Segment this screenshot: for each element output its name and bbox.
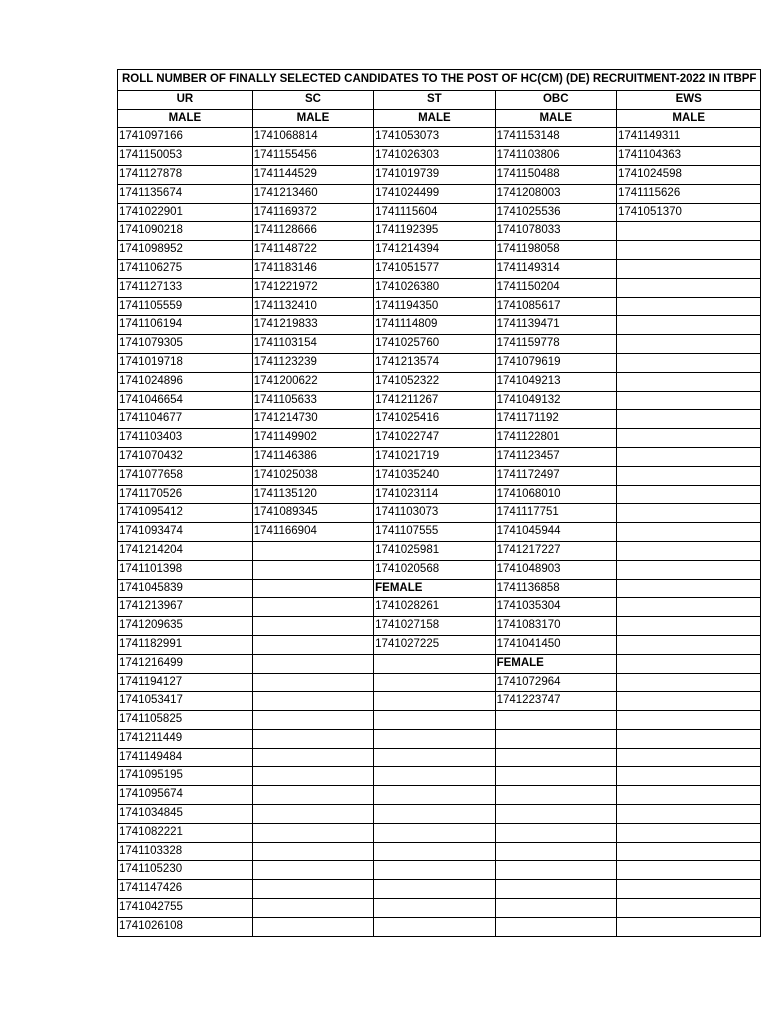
roll-number-cell: 1741103403 <box>118 429 253 448</box>
roll-number-cell: 1741098952 <box>118 241 253 260</box>
roll-number-cell: 1741198058 <box>495 241 616 260</box>
table-row <box>118 335 761 354</box>
empty-cell <box>252 579 373 598</box>
roll-number-cell: 1741053073 <box>374 128 495 147</box>
empty-cell <box>616 278 760 297</box>
empty-cell <box>616 429 760 448</box>
gender-header-obc: MALE <box>495 109 616 128</box>
empty-cell <box>616 523 760 542</box>
roll-number-cell: 1741135674 <box>118 184 253 203</box>
empty-cell <box>616 786 760 805</box>
empty-cell <box>616 748 760 767</box>
roll-number-cell: 1741089345 <box>252 504 373 523</box>
roll-number-cell: 1741200622 <box>252 372 373 391</box>
table-row <box>118 410 761 429</box>
roll-number-cell: 1741035240 <box>374 466 495 485</box>
empty-cell <box>374 842 495 861</box>
empty-cell <box>495 861 616 880</box>
empty-cell <box>374 823 495 842</box>
roll-number-cell: 1741090218 <box>118 222 253 241</box>
roll-number-cell: 1741101398 <box>118 560 253 579</box>
roll-number-cell: 1741194350 <box>374 297 495 316</box>
table-row <box>118 504 761 523</box>
roll-number-cell: 1741128666 <box>252 222 373 241</box>
gender-header-ews: MALE <box>616 109 760 128</box>
category-header-obc: OBC <box>495 90 616 109</box>
gender-header-sc: MALE <box>252 109 373 128</box>
roll-number-cell: 1741105230 <box>118 861 253 880</box>
roll-number-cell: 1741079619 <box>495 353 616 372</box>
empty-cell <box>252 560 373 579</box>
table-row <box>118 635 761 654</box>
table-row <box>118 222 761 241</box>
empty-cell <box>616 917 760 936</box>
roll-number-cell: 1741095674 <box>118 786 253 805</box>
roll-number-cell: 1741122801 <box>495 429 616 448</box>
roll-number-cell: 1741107555 <box>374 523 495 542</box>
gender-header-row <box>118 109 761 128</box>
table-row <box>118 805 761 824</box>
category-header-st: ST <box>374 90 495 109</box>
table-row <box>118 880 761 899</box>
table-row <box>118 147 761 166</box>
table-row <box>118 786 761 805</box>
empty-cell <box>495 729 616 748</box>
gender-label-st: FEMALE <box>374 579 495 598</box>
roll-number-cell: 1741149484 <box>118 748 253 767</box>
empty-cell <box>616 823 760 842</box>
roll-number-cell: 1741024598 <box>616 165 760 184</box>
table-row <box>118 447 761 466</box>
roll-number-cell: 1741023114 <box>374 485 495 504</box>
empty-cell <box>374 692 495 711</box>
roll-number-cell: 1741149314 <box>495 259 616 278</box>
table-row <box>118 541 761 560</box>
empty-cell <box>252 917 373 936</box>
empty-cell <box>252 711 373 730</box>
empty-cell <box>616 635 760 654</box>
table-row <box>118 917 761 936</box>
roll-number-cell: 1741095195 <box>118 767 253 786</box>
roll-number-cell: 1741105633 <box>252 391 373 410</box>
empty-cell <box>374 654 495 673</box>
empty-cell <box>495 899 616 918</box>
empty-cell <box>252 748 373 767</box>
table-row <box>118 692 761 711</box>
roll-number-cell: 1741070432 <box>118 447 253 466</box>
empty-cell <box>616 899 760 918</box>
roll-number-cell: 1741211449 <box>118 729 253 748</box>
empty-cell <box>616 598 760 617</box>
empty-cell <box>252 823 373 842</box>
roll-number-cell: 1741148722 <box>252 241 373 260</box>
roll-number-cell: 1741083170 <box>495 617 616 636</box>
empty-cell <box>616 485 760 504</box>
roll-number-cell: 1741117751 <box>495 504 616 523</box>
roll-number-cell: 1741103328 <box>118 842 253 861</box>
roll-number-cell: 1741095412 <box>118 504 253 523</box>
empty-cell <box>616 654 760 673</box>
table-row <box>118 391 761 410</box>
roll-number-cell: 1741147426 <box>118 880 253 899</box>
roll-number-cell: 1741155456 <box>252 147 373 166</box>
empty-cell <box>616 391 760 410</box>
roll-number-cell: 1741025416 <box>374 410 495 429</box>
roll-number-cell: 1741223747 <box>495 692 616 711</box>
gender-label-obc: FEMALE <box>495 654 616 673</box>
roll-number-cell: 1741034845 <box>118 805 253 824</box>
empty-cell <box>616 241 760 260</box>
roll-number-cell: 1741105559 <box>118 297 253 316</box>
roll-number-cell: 1741146386 <box>252 447 373 466</box>
empty-cell <box>616 297 760 316</box>
empty-cell <box>374 805 495 824</box>
empty-cell <box>616 504 760 523</box>
roll-number-cell: 1741072964 <box>495 673 616 692</box>
empty-cell <box>252 880 373 899</box>
empty-cell <box>374 899 495 918</box>
table-row <box>118 372 761 391</box>
roll-number-cell: 1741127878 <box>118 165 253 184</box>
empty-cell <box>616 466 760 485</box>
roll-number-cell: 1741026303 <box>374 147 495 166</box>
gender-header-ur: MALE <box>118 109 253 128</box>
roll-number-cell: 1741104363 <box>616 147 760 166</box>
empty-cell <box>495 805 616 824</box>
table-row <box>118 165 761 184</box>
empty-cell <box>495 786 616 805</box>
empty-cell <box>495 711 616 730</box>
empty-cell <box>616 729 760 748</box>
roll-number-cell: 1741020568 <box>374 560 495 579</box>
empty-cell <box>616 880 760 899</box>
roll-number-cell: 1741208003 <box>495 184 616 203</box>
roll-number-cell: 1741035304 <box>495 598 616 617</box>
roll-number-cell: 1741171192 <box>495 410 616 429</box>
table-row <box>118 729 761 748</box>
roll-number-cell: 1741114809 <box>374 316 495 335</box>
empty-cell <box>252 635 373 654</box>
empty-cell <box>252 654 373 673</box>
table-title: ROLL NUMBER OF FINALLY SELECTED CANDIDATES TO THE POST OF HC(CM) (DE) RECRUITMENT-2022 IN ITBPF <box>118 70 761 91</box>
roll-number-cell: 1741106275 <box>118 259 253 278</box>
category-header-row <box>118 90 761 109</box>
empty-cell <box>616 335 760 354</box>
table-row <box>118 560 761 579</box>
table-row <box>118 899 761 918</box>
table-row <box>118 353 761 372</box>
table-row <box>118 842 761 861</box>
roll-number-cell: 1741077658 <box>118 466 253 485</box>
roll-number-cell: 1741104677 <box>118 410 253 429</box>
table-row <box>118 184 761 203</box>
roll-number-cell: 1741019718 <box>118 353 253 372</box>
table-row <box>118 203 761 222</box>
table-row <box>118 466 761 485</box>
roll-number-cell: 1741045944 <box>495 523 616 542</box>
roll-number-cell: 1741150204 <box>495 278 616 297</box>
roll-number-cell: 1741021719 <box>374 447 495 466</box>
roll-number-cell: 1741026380 <box>374 278 495 297</box>
empty-cell <box>616 673 760 692</box>
empty-cell <box>252 541 373 560</box>
roll-number-cell: 1741046654 <box>118 391 253 410</box>
gender-header-st: MALE <box>374 109 495 128</box>
table-row <box>118 241 761 260</box>
empty-cell <box>616 259 760 278</box>
empty-cell <box>252 729 373 748</box>
roll-number-cell: 1741123239 <box>252 353 373 372</box>
empty-cell <box>252 899 373 918</box>
table-row <box>118 297 761 316</box>
roll-number-cell: 1741049213 <box>495 372 616 391</box>
empty-cell <box>252 842 373 861</box>
roll-number-cell: 1741103154 <box>252 335 373 354</box>
roll-number-cell: 1741150488 <box>495 165 616 184</box>
roll-number-cell: 1741026108 <box>118 917 253 936</box>
empty-cell <box>495 917 616 936</box>
roll-number-cell: 1741045839 <box>118 579 253 598</box>
empty-cell <box>616 805 760 824</box>
roll-number-cell: 1741213574 <box>374 353 495 372</box>
roll-number-cell: 1741217227 <box>495 541 616 560</box>
roll-number-cell: 1741082221 <box>118 823 253 842</box>
empty-cell <box>252 861 373 880</box>
empty-cell <box>374 786 495 805</box>
roll-number-cell: 1741027225 <box>374 635 495 654</box>
roll-number-cell: 1741213460 <box>252 184 373 203</box>
roll-number-cell: 1741221972 <box>252 278 373 297</box>
empty-cell <box>616 372 760 391</box>
roll-number-cell: 1741022901 <box>118 203 253 222</box>
roll-number-cell: 1741135120 <box>252 485 373 504</box>
roll-number-cell: 1741192395 <box>374 222 495 241</box>
roll-number-cell: 1741022747 <box>374 429 495 448</box>
roll-number-cell: 1741213967 <box>118 598 253 617</box>
roll-number-cell: 1741139471 <box>495 316 616 335</box>
table-row <box>118 617 761 636</box>
empty-cell <box>616 617 760 636</box>
empty-cell <box>616 692 760 711</box>
roll-number-cell: 1741027158 <box>374 617 495 636</box>
table-row <box>118 748 761 767</box>
roll-number-cell: 1741182991 <box>118 635 253 654</box>
roll-number-cell: 1741042755 <box>118 899 253 918</box>
roll-number-cell: 1741149311 <box>616 128 760 147</box>
roll-number-cell: 1741025536 <box>495 203 616 222</box>
empty-cell <box>616 842 760 861</box>
roll-number-cell: 1741105825 <box>118 711 253 730</box>
roll-number-cell: 1741194127 <box>118 673 253 692</box>
empty-cell <box>495 748 616 767</box>
selected-candidates-table <box>117 69 761 937</box>
roll-number-cell: 1741172497 <box>495 466 616 485</box>
roll-number-cell: 1741136858 <box>495 579 616 598</box>
empty-cell <box>252 673 373 692</box>
roll-number-cell: 1741216499 <box>118 654 253 673</box>
table-row <box>118 654 761 673</box>
empty-cell <box>374 767 495 786</box>
roll-number-cell: 1741053417 <box>118 692 253 711</box>
empty-cell <box>374 729 495 748</box>
roll-number-cell: 1741103806 <box>495 147 616 166</box>
roll-number-cell: 1741219833 <box>252 316 373 335</box>
empty-cell <box>252 786 373 805</box>
roll-number-cell: 1741169372 <box>252 203 373 222</box>
empty-cell <box>374 711 495 730</box>
empty-cell <box>616 560 760 579</box>
roll-number-cell: 1741132410 <box>252 297 373 316</box>
roll-number-cell: 1741115626 <box>616 184 760 203</box>
roll-number-cell: 1741209635 <box>118 617 253 636</box>
table-row <box>118 485 761 504</box>
empty-cell <box>374 673 495 692</box>
table-row <box>118 128 761 147</box>
empty-cell <box>616 579 760 598</box>
category-header-sc: SC <box>252 90 373 109</box>
roll-number-cell: 1741068814 <box>252 128 373 147</box>
roll-number-cell: 1741051577 <box>374 259 495 278</box>
empty-cell <box>616 316 760 335</box>
empty-cell <box>252 617 373 636</box>
empty-cell <box>616 861 760 880</box>
empty-cell <box>616 447 760 466</box>
roll-number-cell: 1741024499 <box>374 184 495 203</box>
roll-number-cell: 1741144529 <box>252 165 373 184</box>
empty-cell <box>495 880 616 899</box>
empty-cell <box>495 823 616 842</box>
roll-number-cell: 1741159778 <box>495 335 616 354</box>
table-row <box>118 767 761 786</box>
empty-cell <box>495 767 616 786</box>
roll-number-cell: 1741127133 <box>118 278 253 297</box>
roll-number-cell: 1741166904 <box>252 523 373 542</box>
empty-cell <box>252 598 373 617</box>
table-row <box>118 278 761 297</box>
roll-number-cell: 1741079305 <box>118 335 253 354</box>
roll-number-cell: 1741025981 <box>374 541 495 560</box>
table-row <box>118 316 761 335</box>
roll-number-cell: 1741153148 <box>495 128 616 147</box>
roll-number-cell: 1741097166 <box>118 128 253 147</box>
empty-cell <box>616 410 760 429</box>
roll-number-cell: 1741115604 <box>374 203 495 222</box>
roll-number-cell: 1741024896 <box>118 372 253 391</box>
empty-cell <box>616 541 760 560</box>
table-row <box>118 861 761 880</box>
roll-number-cell: 1741041450 <box>495 635 616 654</box>
table-row <box>118 823 761 842</box>
roll-number-cell: 1741068010 <box>495 485 616 504</box>
roll-number-cell: 1741025038 <box>252 466 373 485</box>
empty-cell <box>616 767 760 786</box>
roll-number-cell: 1741019739 <box>374 165 495 184</box>
empty-cell <box>252 767 373 786</box>
empty-cell <box>616 222 760 241</box>
roll-number-cell: 1741049132 <box>495 391 616 410</box>
roll-number-cell: 1741123457 <box>495 447 616 466</box>
roll-number-cell: 1741214730 <box>252 410 373 429</box>
empty-cell <box>252 692 373 711</box>
table-row <box>118 579 761 598</box>
empty-cell <box>495 842 616 861</box>
roll-number-cell: 1741028261 <box>374 598 495 617</box>
empty-cell <box>374 917 495 936</box>
category-header-ur: UR <box>118 90 253 109</box>
title-row <box>118 70 761 91</box>
roll-number-cell: 1741048903 <box>495 560 616 579</box>
roll-number-cell: 1741214394 <box>374 241 495 260</box>
roll-number-cell: 1741170526 <box>118 485 253 504</box>
empty-cell <box>252 805 373 824</box>
roll-number-cell: 1741025760 <box>374 335 495 354</box>
table-row <box>118 673 761 692</box>
roll-number-cell: 1741103073 <box>374 504 495 523</box>
empty-cell <box>374 861 495 880</box>
roll-number-cell: 1741085617 <box>495 297 616 316</box>
table-row <box>118 429 761 448</box>
roll-number-cell: 1741078033 <box>495 222 616 241</box>
roll-number-cell: 1741106194 <box>118 316 253 335</box>
table-row <box>118 523 761 542</box>
roll-number-cell: 1741183146 <box>252 259 373 278</box>
table-row <box>118 259 761 278</box>
table-row <box>118 711 761 730</box>
empty-cell <box>374 880 495 899</box>
roll-number-cell: 1741052322 <box>374 372 495 391</box>
roll-number-cell: 1741211267 <box>374 391 495 410</box>
roll-number-cell: 1741051370 <box>616 203 760 222</box>
roll-number-cell: 1741149902 <box>252 429 373 448</box>
table-row <box>118 598 761 617</box>
empty-cell <box>616 711 760 730</box>
roll-number-cell: 1741093474 <box>118 523 253 542</box>
roll-number-cell: 1741150053 <box>118 147 253 166</box>
roll-number-cell: 1741214204 <box>118 541 253 560</box>
empty-cell <box>374 748 495 767</box>
category-header-ews: EWS <box>616 90 760 109</box>
empty-cell <box>616 353 760 372</box>
